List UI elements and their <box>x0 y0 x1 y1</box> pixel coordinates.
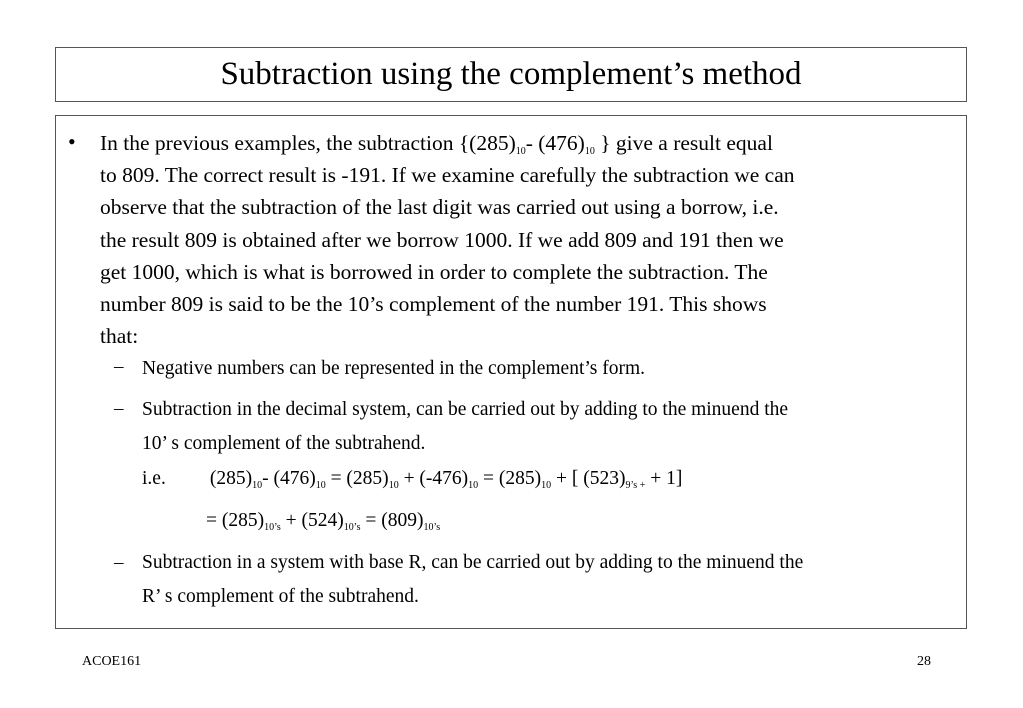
slide-title-box <box>55 47 967 102</box>
equation-line-1: i.e. $(285)_{10}-$ $(476)_{10} = (285)_{10} + (-476)_{10} = (285)_{10}$ + [ $(523)_{9’s +} + 1$] <box>142 468 683 491</box>
sub-point-3: Subtraction in a system with base R, can be carried out by adding to the minuend the R’ s complement of the subtrahend. <box>142 552 804 607</box>
dash-marker-2: – <box>114 398 124 419</box>
slide-title: Subtraction using the complement’s method <box>220 56 802 92</box>
footer-page-number: 28 <box>917 654 931 669</box>
main-line-7: that: <box>100 324 139 349</box>
dash-marker-3: – <box>114 552 124 573</box>
footer-course-code: ACOE161 <box>82 654 142 669</box>
main-paragraph <box>100 127 962 352</box>
main-line-2: to 809. The correct result is -191. If we examine carefully the subtraction we can <box>100 163 795 188</box>
main-line-1: In the previous examples, the subtraction {$(285)_{10}-$ $(476)_{10}$ } give a result equal <box>100 131 773 157</box>
sub-point-1: Negative numbers can be represented in the complement’s form. <box>142 358 646 379</box>
dash-marker-1: – <box>114 356 124 377</box>
equation-line-2: = $(285)_{10’s} + (524)_{10’s} = (809)_{10’s}$ <box>206 510 441 533</box>
main-line-3: observe that the subtraction of the last digit was carried out using a borrow, i.e. <box>100 195 779 220</box>
slide-body <box>55 115 967 629</box>
main-line-5: get 1000, which is what is borrowed in order to complete the subtraction. The <box>100 259 768 284</box>
main-line-4: the result 809 is obtained after we borrow 1000. If we add 809 and 191 then we <box>100 227 784 252</box>
sub-point-2: Subtraction in the decimal system, can be carried out by adding to the minuend the 10’ s complement of the subtrahend. <box>142 399 789 454</box>
main-line-6: number 809 is said to be the 10’s complement of the number 191. This shows <box>100 291 767 316</box>
bullet-marker: • <box>68 129 76 154</box>
